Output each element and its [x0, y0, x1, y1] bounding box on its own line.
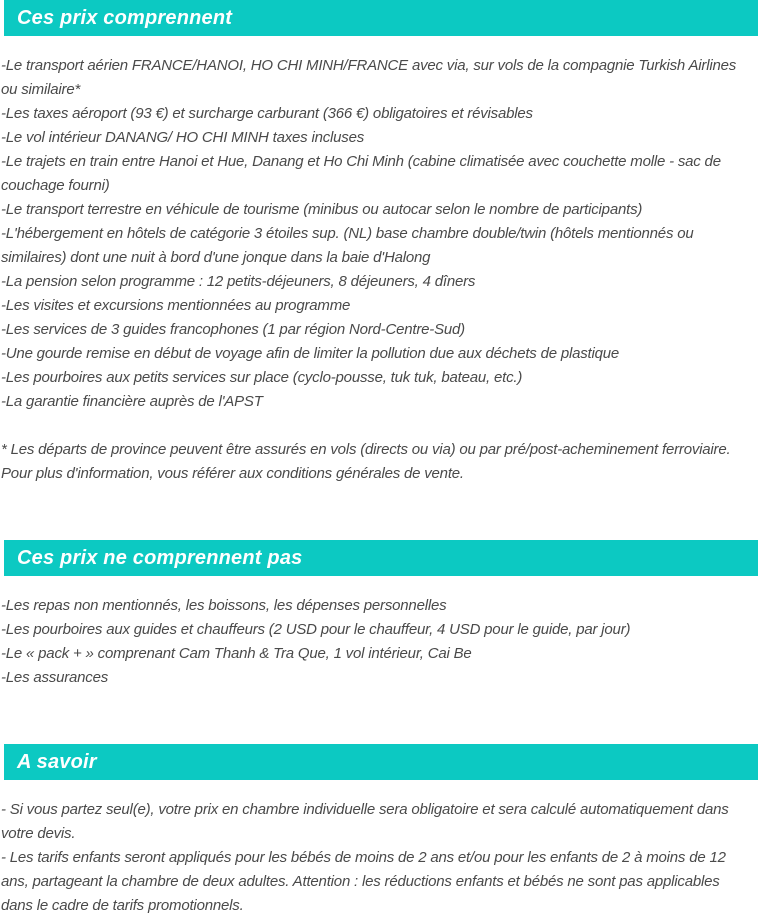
section-content [0, 576, 758, 690]
list-item: -Le transport terrestre en véhicule de tourisme (minibus ou autocar selon le nombre de participants) [1, 201, 643, 218]
list-item: -Le vol intérieur DANANG/ HO CHI MINH taxes incluses [1, 129, 365, 146]
list-item: -Le « pack + » comprenant Cam Thanh & Tra Que, 1 vol intérieur, Cai Be [1, 645, 472, 662]
list-item: - Les tarifs enfants seront appliqués pour les bébés de moins de 2 ans et/ou pour les enfants de 2 à moins de 12 ans, partageant la chambre de deux adultes. Attention : les réductions enfants et bébés ne sont pas applicables dans le cadre de tarifs promotionnels. [1, 849, 726, 914]
list-item: -Les visites et excursions mentionnées au programme [1, 297, 351, 314]
section-content [0, 36, 758, 486]
section-prices-not-included [0, 540, 758, 690]
list-item: - Si vous partez seul(e), votre prix en chambre individuelle sera obligatoire et sera calculé automatiquement dans votre devis. [1, 801, 729, 842]
list-item: -L'hébergement en hôtels de catégorie 3 étoiles sup. (NL) base chambre double/twin (hôtels mentionnés ou similaires) dont une nuit à bord d'une jonque dans la baie d'Halong [1, 225, 694, 266]
list-item: -Le trajets en train entre Hanoi et Hue, Danang et Ho Chi Minh (cabine climatisée avec couchette molle - sac de couchage fourni) [1, 153, 721, 194]
section-title: A savoir [17, 750, 97, 773]
list-item: -Le transport aérien FRANCE/HANOI, HO CHI MINH/FRANCE avec via, sur vols de la compagnie Turkish Airlines ou similaire* [1, 57, 737, 98]
section-header-bar [4, 0, 758, 36]
list-item: -Les services de 3 guides francophones (1 par région Nord-Centre-Sud) [1, 321, 465, 338]
section-title: Ces prix ne comprennent pas [17, 546, 303, 569]
list-item: -La garantie financière auprès de l'APST [1, 393, 263, 410]
section-header-bar [4, 744, 758, 780]
list-item: -Les taxes aéroport (93 €) et surcharge carburant (366 €) obligatoires et révisables [1, 105, 533, 122]
section-content [0, 780, 758, 918]
list-item: -Les pourboires aux guides et chauffeurs (2 USD pour le chauffeur, 4 USD pour le guide, par jour) [1, 621, 631, 638]
section-title: Ces prix comprennent [17, 6, 233, 29]
province-departures-footnote: * Les départs de province peuvent être assurés en vols (directs ou via) ou par pré/post-acheminement ferroviaire. Pour plus d'information, vous référer aux conditions générales de vente. [1, 441, 731, 482]
list-item: -Les repas non mentionnés, les boissons, les dépenses personnelles [1, 597, 447, 614]
section-good-to-know [0, 744, 758, 918]
list-item: -Les pourboires aux petits services sur place (cyclo-pousse, tuk tuk, bateau, etc.) [1, 369, 523, 386]
list-item: -La pension selon programme : 12 petits-déjeuners, 8 déjeuners, 4 dîners [1, 273, 476, 290]
section-header-bar [4, 540, 758, 576]
list-item: -Les assurances [1, 669, 109, 686]
list-item: -Une gourde remise en début de voyage afin de limiter la pollution due aux déchets de plastique [1, 345, 620, 362]
